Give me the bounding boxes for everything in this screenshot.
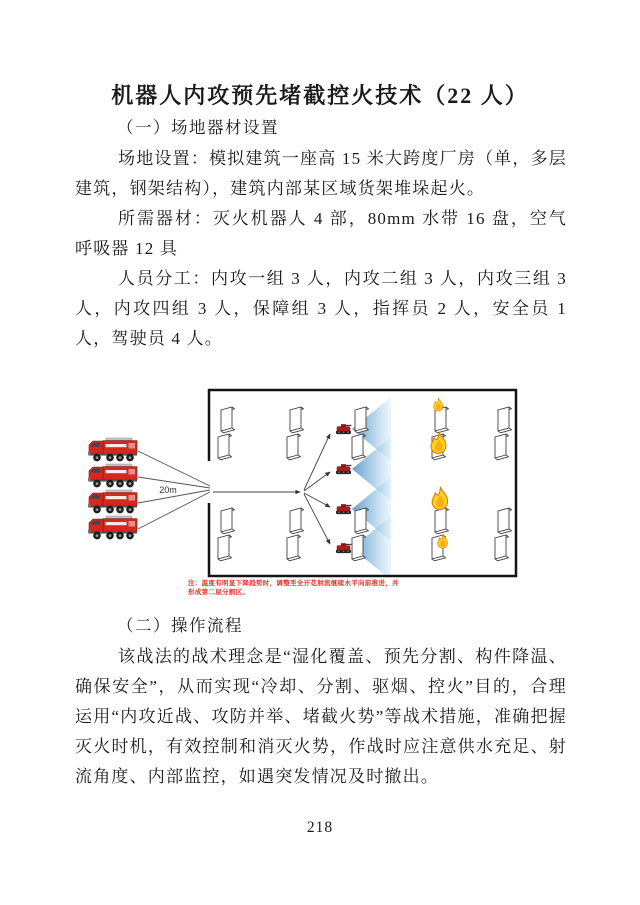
paragraph-tactics: 该战法的战术理念是“湿化覆盖、预先分割、构件降温、确保安全”，从而实现“冷却、分割、驱烟、控火”目的，合理运用“内攻近战、攻防并举、堵截火势”等战术措施，准确把握灭火时机，有效控制和消灭火势，作战时应注意供水充足、射流角度、内部监控，如遇突发情况及时撤出。 [75,647,567,786]
page-title: 机器人内攻预先堵截控火技术（22 人） [111,83,529,108]
fire-truck-4 [88,516,137,539]
diagram-canvas [80,386,530,606]
firefighting-robot-2 [336,464,352,474]
paragraph-equipment: 所需器材：灭火机器人 4 部，80mm 水带 16 盘，空气呼吸器 12 具 [75,209,567,258]
firefighting-robot-3 [336,504,352,514]
firefighting-robot-1 [336,424,352,434]
distance-label: 20m [159,485,177,495]
storage-rack [218,508,235,561]
storage-rack [495,407,512,460]
note-line-1: 注：温度有明显下降趋势时，调整至全开花射流继续水平向前推进，并 [188,580,399,587]
diagram-note [188,579,428,597]
page-number: 218 [306,819,334,836]
storage-rack [287,508,304,561]
section-heading-1: （一）场地器材设置 [117,118,279,137]
section-heading-2: （二）操作流程 [117,616,243,635]
flame-icon [434,398,443,411]
flame-icon [432,487,447,510]
tactics-diagram [80,386,530,611]
note-line-2: 形成第二层分割区。 [188,589,250,596]
fire-truck-2 [88,464,137,487]
fire-truck-1 [88,438,137,461]
firefighting-robot-4 [336,543,352,553]
storage-rack [495,508,512,561]
paragraph-site-setup: 场地设置：模拟建筑一座高 15 米大跨度厂房（单，多层建筑，钢架结构），建筑内部某区域货架堆垛起火。 [75,149,567,198]
paragraph-personnel: 人员分工：内攻一组 3 人，内攻二组 3 人，内攻三组 3 人，内攻四组 3 人，保障组 3 人，指挥员 2 人，安全员 1 人，驾驶员 4 人。 [75,269,567,348]
storage-rack-burning [432,508,449,561]
storage-rack [287,407,304,460]
storage-rack [218,407,235,460]
fire-truck-3 [88,490,137,513]
